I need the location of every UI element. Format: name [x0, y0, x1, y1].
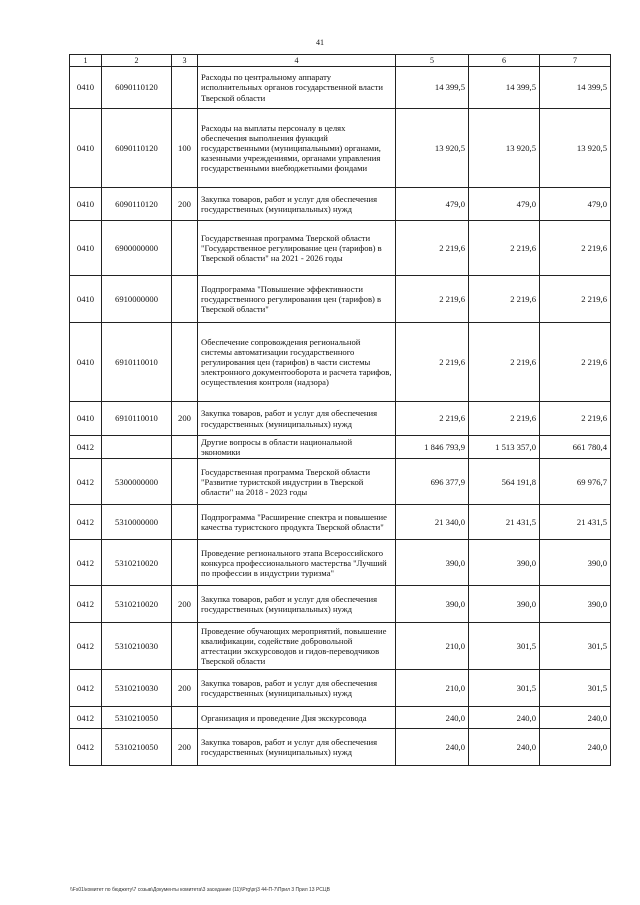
amount-year2-cell: 240,0: [469, 707, 540, 729]
description-cell: Государственная программа Тверской области "Развитие туристской индустрии в Тверской области" на 2018 - 2023 годы: [198, 459, 396, 505]
expense-type-cell: [172, 323, 198, 402]
amount-year1-cell: 390,0: [396, 586, 469, 623]
table-row: [70, 109, 611, 188]
amount-year1-cell: 210,0: [396, 670, 469, 707]
amount-year2-cell: 301,5: [469, 670, 540, 707]
description-cell: Другие вопросы в области национальной экономики: [198, 436, 396, 459]
page-number: 41: [316, 38, 324, 47]
target-article-cell: 5310210030: [102, 623, 172, 670]
expense-type-cell: [172, 276, 198, 323]
description-cell: Подпрограмма "Повышение эффективности государственного регулирования цен (тарифов) в Тверской области": [198, 276, 396, 323]
amount-year3-cell: 21 431,5: [540, 505, 611, 540]
section-code-cell: 0412: [70, 707, 102, 729]
amount-year1-cell: 2 219,6: [396, 276, 469, 323]
section-code-cell: 0410: [70, 323, 102, 402]
description-cell: Обеспечение сопровождения региональной системы автоматизации государственного регулирования цен (тарифов) в части системы электронного документооборота и расчета тарифов, осуществления контроля (надзора): [198, 323, 396, 402]
expense-type-cell: [172, 459, 198, 505]
target-article-cell: 5310210050: [102, 707, 172, 729]
target-article-cell: 5310210020: [102, 540, 172, 586]
amount-year1-cell: 1 846 793,9: [396, 436, 469, 459]
section-code-cell: 0410: [70, 109, 102, 188]
table-row: [70, 436, 611, 459]
description-cell: Организация и проведение Дня экскурсовода: [198, 707, 396, 729]
expense-type-cell: [172, 505, 198, 540]
amount-year3-cell: 390,0: [540, 540, 611, 586]
expense-type-cell: [172, 707, 198, 729]
amount-year2-cell: 390,0: [469, 586, 540, 623]
target-article-cell: 6090110120: [102, 188, 172, 221]
target-article-cell: 6910110010: [102, 402, 172, 436]
amount-year2-cell: 2 219,6: [469, 323, 540, 402]
description-cell: Закупка товаров, работ и услуг для обеспечения государственных (муниципальных) нужд: [198, 402, 396, 436]
amount-year1-cell: 210,0: [396, 623, 469, 670]
amount-year2-cell: 240,0: [469, 729, 540, 766]
table-row: [70, 276, 611, 323]
budget-table: [69, 54, 611, 766]
header-cell: 5: [396, 55, 469, 67]
target-article-cell: 6910110010: [102, 323, 172, 402]
table-row: [70, 188, 611, 221]
amount-year2-cell: 301,5: [469, 623, 540, 670]
expense-type-cell: [172, 221, 198, 276]
amount-year1-cell: 2 219,6: [396, 221, 469, 276]
expense-type-cell: 200: [172, 188, 198, 221]
amount-year1-cell: 240,0: [396, 707, 469, 729]
expense-type-cell: 200: [172, 729, 198, 766]
target-article-cell: 5310210030: [102, 670, 172, 707]
amount-year2-cell: 390,0: [469, 540, 540, 586]
description-cell: Проведение обучающих мероприятий, повышение квалификации, содействие добровольной аттестации экскурсоводов и гидов-переводчиков Тверской области: [198, 623, 396, 670]
table-row: [70, 67, 611, 109]
amount-year1-cell: 14 399,5: [396, 67, 469, 109]
description-cell: Закупка товаров, работ и услуг для обеспечения государственных (муниципальных) нужд: [198, 729, 396, 766]
section-code-cell: 0410: [70, 221, 102, 276]
amount-year3-cell: 390,0: [540, 586, 611, 623]
description-cell: Расходы по центральному аппарату исполнительных органов государственной власти Тверской области: [198, 67, 396, 109]
amount-year3-cell: 240,0: [540, 707, 611, 729]
amount-year2-cell: 2 219,6: [469, 402, 540, 436]
amount-year3-cell: 301,5: [540, 623, 611, 670]
expense-type-cell: [172, 623, 198, 670]
amount-year3-cell: 301,5: [540, 670, 611, 707]
description-cell: Закупка товаров, работ и услуг для обеспечения государственных (муниципальных) нужд: [198, 586, 396, 623]
amount-year2-cell: 21 431,5: [469, 505, 540, 540]
target-article-cell: 5310210050: [102, 729, 172, 766]
description-cell: Государственная программа Тверской области "Государственное регулирование цен (тарифов) в Тверской области" на 2021 - 2026 годы: [198, 221, 396, 276]
description-cell: Закупка товаров, работ и услуг для обеспечения государственных (муниципальных) нужд: [198, 188, 396, 221]
expense-type-cell: 200: [172, 670, 198, 707]
section-code-cell: 0412: [70, 540, 102, 586]
header-cell: 4: [198, 55, 396, 67]
section-code-cell: 0412: [70, 459, 102, 505]
expense-type-cell: 100: [172, 109, 198, 188]
description-cell: Закупка товаров, работ и услуг для обеспечения государственных (муниципальных) нужд: [198, 670, 396, 707]
amount-year1-cell: 696 377,9: [396, 459, 469, 505]
description-cell: Расходы на выплаты персоналу в целях обеспечения выполнения функций государственными (муниципальными) органами, казенными учреждениями, органами управления государственными внебюджетными фондами: [198, 109, 396, 188]
amount-year2-cell: 1 513 357,0: [469, 436, 540, 459]
section-code-cell: 0412: [70, 586, 102, 623]
target-article-cell: 6090110120: [102, 109, 172, 188]
amount-year1-cell: 2 219,6: [396, 323, 469, 402]
description-cell: Проведение регионального этапа Всероссийского конкурса профессионального мастерства "Лучший по профессии в индустрии туризма": [198, 540, 396, 586]
header-row: [70, 55, 611, 67]
target-article-cell: 5310000000: [102, 505, 172, 540]
target-article-cell: 5300000000: [102, 459, 172, 505]
amount-year1-cell: 240,0: [396, 729, 469, 766]
section-code-cell: 0412: [70, 505, 102, 540]
expense-type-cell: 200: [172, 402, 198, 436]
amount-year2-cell: 14 399,5: [469, 67, 540, 109]
section-code-cell: 0412: [70, 436, 102, 459]
amount-year3-cell: 240,0: [540, 729, 611, 766]
table-row: [70, 402, 611, 436]
expense-type-cell: [172, 540, 198, 586]
target-article-cell: 6090110120: [102, 67, 172, 109]
amount-year2-cell: 2 219,6: [469, 221, 540, 276]
expense-type-cell: [172, 436, 198, 459]
table-row: [70, 586, 611, 623]
amount-year1-cell: 2 219,6: [396, 402, 469, 436]
table-row: [70, 221, 611, 276]
table-row: [70, 670, 611, 707]
header-cell: 3: [172, 55, 198, 67]
amount-year1-cell: 21 340,0: [396, 505, 469, 540]
amount-year3-cell: 13 920,5: [540, 109, 611, 188]
table-row: [70, 505, 611, 540]
description-cell: Подпрограмма "Расширение спектра и повышение качества туристского продукта Тверской области": [198, 505, 396, 540]
header-cell: 6: [469, 55, 540, 67]
amount-year2-cell: 2 219,6: [469, 276, 540, 323]
amount-year3-cell: 2 219,6: [540, 221, 611, 276]
amount-year3-cell: 661 780,4: [540, 436, 611, 459]
section-code-cell: 0412: [70, 729, 102, 766]
header-cell: 1: [70, 55, 102, 67]
section-code-cell: 0410: [70, 402, 102, 436]
amount-year3-cell: 14 399,5: [540, 67, 611, 109]
amount-year3-cell: 2 219,6: [540, 276, 611, 323]
target-article-cell: 6910000000: [102, 276, 172, 323]
amount-year2-cell: 13 920,5: [469, 109, 540, 188]
header-cell: 7: [540, 55, 611, 67]
expense-type-cell: [172, 67, 198, 109]
amount-year2-cell: 479,0: [469, 188, 540, 221]
expense-type-cell: 200: [172, 586, 198, 623]
amount-year3-cell: 2 219,6: [540, 323, 611, 402]
target-article-cell: 6900000000: [102, 221, 172, 276]
amount-year3-cell: 69 976,7: [540, 459, 611, 505]
file-path-footer: \\Fs01\комитет по бюджету\7 созыв\Документы комитета\3 заседание (11)\Prg\prj3 44-П-7\Прил 3 Прил 13 РСЦВ: [70, 887, 330, 893]
header-cell: 2: [102, 55, 172, 67]
amount-year2-cell: 564 191,8: [469, 459, 540, 505]
section-code-cell: 0410: [70, 188, 102, 221]
amount-year1-cell: 479,0: [396, 188, 469, 221]
table-row: [70, 623, 611, 670]
table-row: [70, 729, 611, 766]
target-article-cell: 5310210020: [102, 586, 172, 623]
section-code-cell: 0410: [70, 67, 102, 109]
section-code-cell: 0412: [70, 623, 102, 670]
amount-year1-cell: 390,0: [396, 540, 469, 586]
target-article-cell: [102, 436, 172, 459]
section-code-cell: 0412: [70, 670, 102, 707]
table-row: [70, 707, 611, 729]
amount-year1-cell: 13 920,5: [396, 109, 469, 188]
table-row: [70, 540, 611, 586]
table-row: [70, 323, 611, 402]
amount-year3-cell: 479,0: [540, 188, 611, 221]
section-code-cell: 0410: [70, 276, 102, 323]
amount-year3-cell: 2 219,6: [540, 402, 611, 436]
table-row: [70, 459, 611, 505]
